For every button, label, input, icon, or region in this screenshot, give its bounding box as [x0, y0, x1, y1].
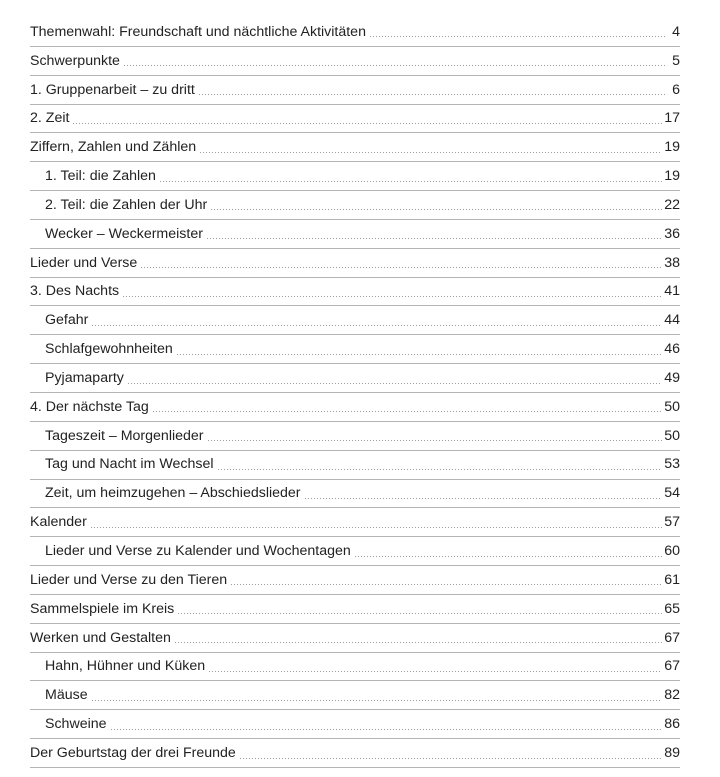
toc-entry-page-number: 67: [664, 629, 680, 646]
toc-entry-page-number: 4: [672, 23, 680, 40]
toc-entry-title: 1. Teil: die Zahlen: [45, 168, 156, 185]
dot-leader: [110, 729, 663, 730]
toc-entry-title: Tageszeit – Morgenlieder: [45, 427, 204, 444]
toc-entry[interactable]: [30, 278, 680, 307]
toc-entry-page-number: 22: [664, 196, 680, 213]
dot-leader: [369, 36, 666, 37]
dot-leader: [198, 94, 666, 95]
dot-leader: [230, 584, 662, 585]
toc-entry-page-number: 41: [664, 283, 680, 300]
toc-entry-page-number: 38: [664, 254, 680, 271]
toc-entry-page-number: 60: [664, 543, 680, 559]
toc-entry[interactable]: [30, 191, 680, 220]
toc-entry-page-number: 89: [664, 744, 680, 761]
toc-entry[interactable]: [30, 335, 680, 364]
toc-entry-title: 3. Des Nachts: [30, 283, 120, 300]
toc-entry[interactable]: [30, 133, 680, 162]
dot-leader: [159, 181, 662, 182]
toc-entry-title: Pyjamaparty: [45, 369, 124, 386]
dot-leader: [127, 383, 662, 384]
dot-leader: [217, 469, 663, 470]
dot-leader: [91, 700, 663, 701]
toc-entry-title: Hahn, Hühner und Küken: [45, 658, 206, 675]
toc-entry-title: 1. Gruppenarbeit – zu dritt: [30, 81, 195, 98]
toc-entry-title: Themenwahl: Freundschaft und nächtliche Aktivitäten: [30, 23, 366, 40]
toc-entry-page-number: 82: [664, 687, 680, 704]
toc-entry-page-number: 49: [664, 369, 680, 386]
toc-entry-page-number: 67: [664, 658, 680, 675]
toc-entry[interactable]: [30, 451, 680, 480]
toc-entry-page-number: 86: [664, 716, 680, 733]
toc-entry-page-number: 6: [672, 81, 680, 98]
toc-entry[interactable]: [30, 422, 680, 451]
toc-entry[interactable]: [30, 76, 680, 105]
dot-leader: [72, 123, 662, 124]
toc-entry[interactable]: [30, 653, 680, 682]
toc-entry[interactable]: [30, 393, 680, 422]
dot-leader: [140, 267, 662, 268]
dot-leader: [354, 556, 662, 557]
dot-leader: [152, 411, 662, 412]
dot-leader: [206, 238, 662, 239]
toc-entry[interactable]: [30, 508, 680, 537]
dot-leader: [91, 325, 662, 326]
toc-entry-title: Kalender: [30, 514, 87, 531]
toc-entry[interactable]: [30, 739, 680, 768]
toc-entry[interactable]: [30, 595, 680, 624]
toc-entry[interactable]: [30, 249, 680, 278]
toc-entry-title: Gefahr: [45, 312, 89, 329]
toc-entry[interactable]: [30, 105, 680, 134]
toc-entry-page-number: 17: [664, 110, 680, 127]
toc-entry-page-number: 53: [664, 456, 680, 473]
toc-entry[interactable]: [30, 162, 680, 191]
dot-leader: [90, 527, 662, 528]
toc-entry-title: Mäuse: [45, 687, 88, 704]
dot-leader: [174, 642, 662, 643]
toc-entry-title: Lieder und Verse zu Kalender und Wochentagen: [45, 543, 351, 559]
toc-entry-title: Sammelspiele im Kreis: [30, 600, 175, 617]
toc-entry-title: Schweine: [45, 716, 107, 733]
toc-entry-title: Schlafgewohnheiten: [45, 341, 173, 358]
dot-leader: [199, 152, 662, 153]
dot-leader: [304, 498, 663, 499]
toc-entry-page-number: 65: [664, 600, 680, 617]
toc-entry-title: Schwerpunkte: [30, 52, 120, 69]
toc-entry-title: Wecker – Weckermeister: [45, 225, 203, 242]
toc-entry-title: 2. Teil: die Zahlen der Uhr: [45, 196, 208, 213]
toc-entry[interactable]: [30, 18, 680, 47]
dot-leader: [210, 209, 662, 210]
dot-leader: [122, 296, 662, 297]
toc-entry[interactable]: [30, 681, 680, 710]
toc-entry-page-number: 19: [664, 168, 680, 185]
toc-entry-title: Ziffern, Zahlen und Zählen: [30, 139, 197, 156]
dot-leader: [208, 671, 662, 672]
dot-leader: [207, 440, 663, 441]
dot-leader: [176, 354, 662, 355]
toc-entry-title: Der Geburtstag der drei Freunde: [30, 744, 236, 761]
toc-entry[interactable]: [30, 480, 680, 509]
toc-entry-page-number: 50: [664, 398, 680, 415]
toc-entry-title: 2. Zeit: [30, 110, 70, 127]
toc-entry[interactable]: [30, 364, 680, 393]
toc-entry[interactable]: [30, 220, 680, 249]
toc-entry[interactable]: [30, 566, 680, 595]
table-of-contents: [30, 18, 680, 768]
toc-entry-title: 4. Der nächste Tag: [30, 398, 149, 415]
dot-leader: [239, 758, 662, 759]
toc-entry[interactable]: [30, 306, 680, 335]
toc-entry-page-number: 54: [664, 485, 680, 502]
toc-entry-page-number: 50: [664, 427, 680, 444]
toc-entry[interactable]: [30, 710, 680, 739]
dot-leader: [177, 613, 662, 614]
toc-entry-page-number: 5: [672, 52, 680, 69]
toc-entry[interactable]: [30, 537, 680, 566]
toc-entry-title: Werken und Gestalten: [30, 629, 171, 646]
toc-entry-page-number: 36: [664, 225, 680, 242]
dot-leader: [123, 65, 666, 66]
toc-entry-page-number: 61: [664, 571, 680, 588]
toc-entry[interactable]: [30, 47, 680, 76]
toc-entry-title: Lieder und Verse: [30, 254, 138, 271]
toc-entry[interactable]: [30, 624, 680, 653]
toc-entry-title: Tag und Nacht im Wechsel: [45, 456, 214, 473]
toc-entry-page-number: 44: [664, 312, 680, 329]
toc-entry-page-number: 46: [664, 341, 680, 358]
toc-entry-page-number: 19: [664, 139, 680, 156]
toc-entry-title: Lieder und Verse zu den Tieren: [30, 571, 228, 588]
toc-entry-page-number: 57: [664, 514, 680, 531]
toc-entry-title: Zeit, um heimzugehen – Abschiedslieder: [45, 485, 301, 502]
